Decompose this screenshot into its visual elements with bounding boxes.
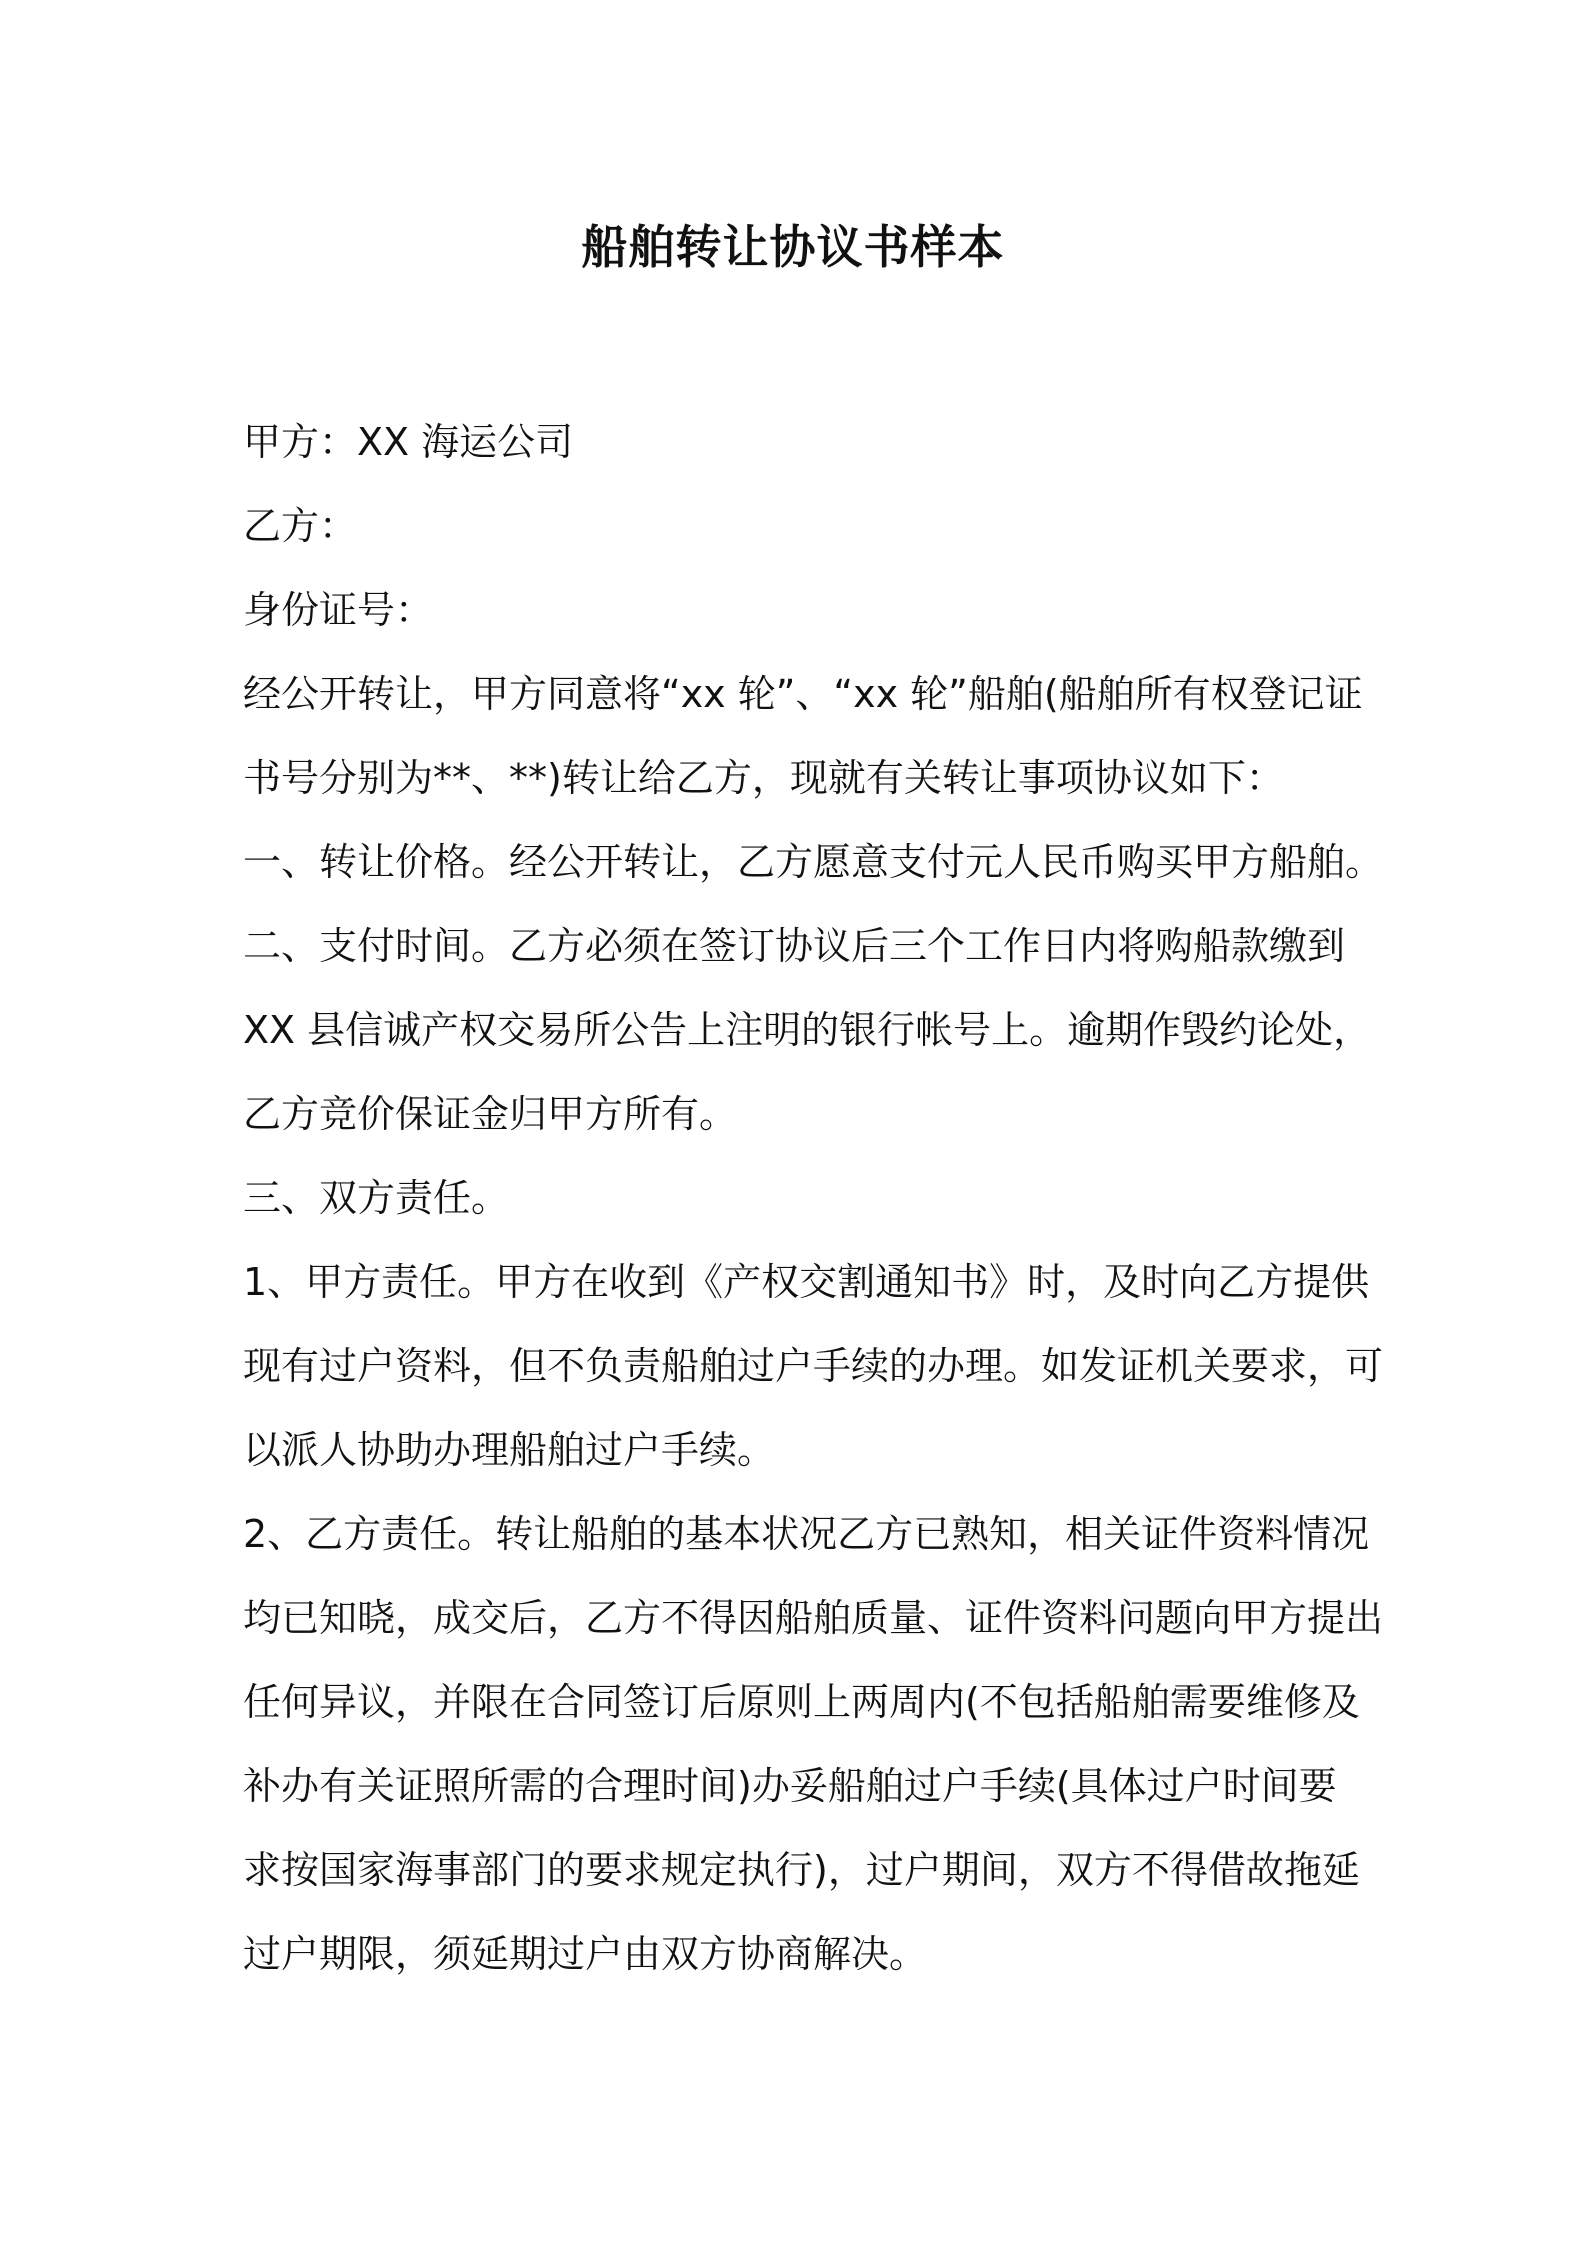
paragraph-line: 过户期限，须延期过户由双方协商解决。 bbox=[243, 1932, 928, 1976]
paragraph-line: 乙方竞价保证金归甲方所有。 bbox=[243, 1092, 738, 1136]
paragraph-line: 均已知晓，成交后，乙方不得因船舶质量、证件资料问题向甲方提出 bbox=[243, 1596, 1384, 1640]
paragraph-line: 一、转让价格。经公开转让，乙方愿意支付元人民币购买甲方船舶。 bbox=[243, 840, 1384, 884]
paragraph-line: 2、乙方责任。转让船舶的基本状况乙方已熟知，相关证件资料情况 bbox=[243, 1512, 1370, 1556]
paragraph-line: 二、支付时间。乙方必须在签订协议后三个工作日内将购船款缴到 bbox=[243, 924, 1346, 968]
paragraph-line: 现有过户资料，但不负责船舶过户手续的办理。如发证机关要求，可 bbox=[243, 1344, 1384, 1388]
id-number-line: 身份证号： bbox=[243, 588, 434, 632]
document-body bbox=[243, 400, 1384, 1996]
party-b-line: 乙方： bbox=[243, 504, 358, 548]
paragraph-line: 补办有关证照所需的合理时间)办妥船舶过户手续(具体过户时间要 bbox=[243, 1764, 1337, 1808]
paragraph-line: 经公开转让，甲方同意将“xx 轮”、“xx 轮”船舶(船舶所有权登记证 bbox=[243, 672, 1363, 716]
document-title: 船舶转让协议书样本 bbox=[581, 220, 1005, 274]
paragraph-line: XX 县信诚产权交易所公告上注明的银行帐号上。逾期作毁约论处， bbox=[243, 1008, 1372, 1052]
section-heading: 三、双方责任。 bbox=[243, 1176, 510, 1220]
paragraph-line: 任何异议，并限在合同签订后原则上两周内(不包括船舶需要维修及 bbox=[243, 1680, 1360, 1724]
paragraph-line: 书号分别为**、**)转让给乙方，现就有关转让事项协议如下： bbox=[243, 756, 1284, 800]
paragraph-line: 以派人协助办理船舶过户手续。 bbox=[243, 1428, 776, 1472]
party-a-line: 甲方：XX 海运公司 bbox=[243, 420, 574, 464]
paragraph-line: 求按国家海事部门的要求规定执行)，过户期间，双方不得借故拖延 bbox=[243, 1848, 1360, 1892]
paragraph-line: 1、甲方责任。甲方在收到《产权交割通知书》时，及时向乙方提供 bbox=[243, 1260, 1370, 1304]
